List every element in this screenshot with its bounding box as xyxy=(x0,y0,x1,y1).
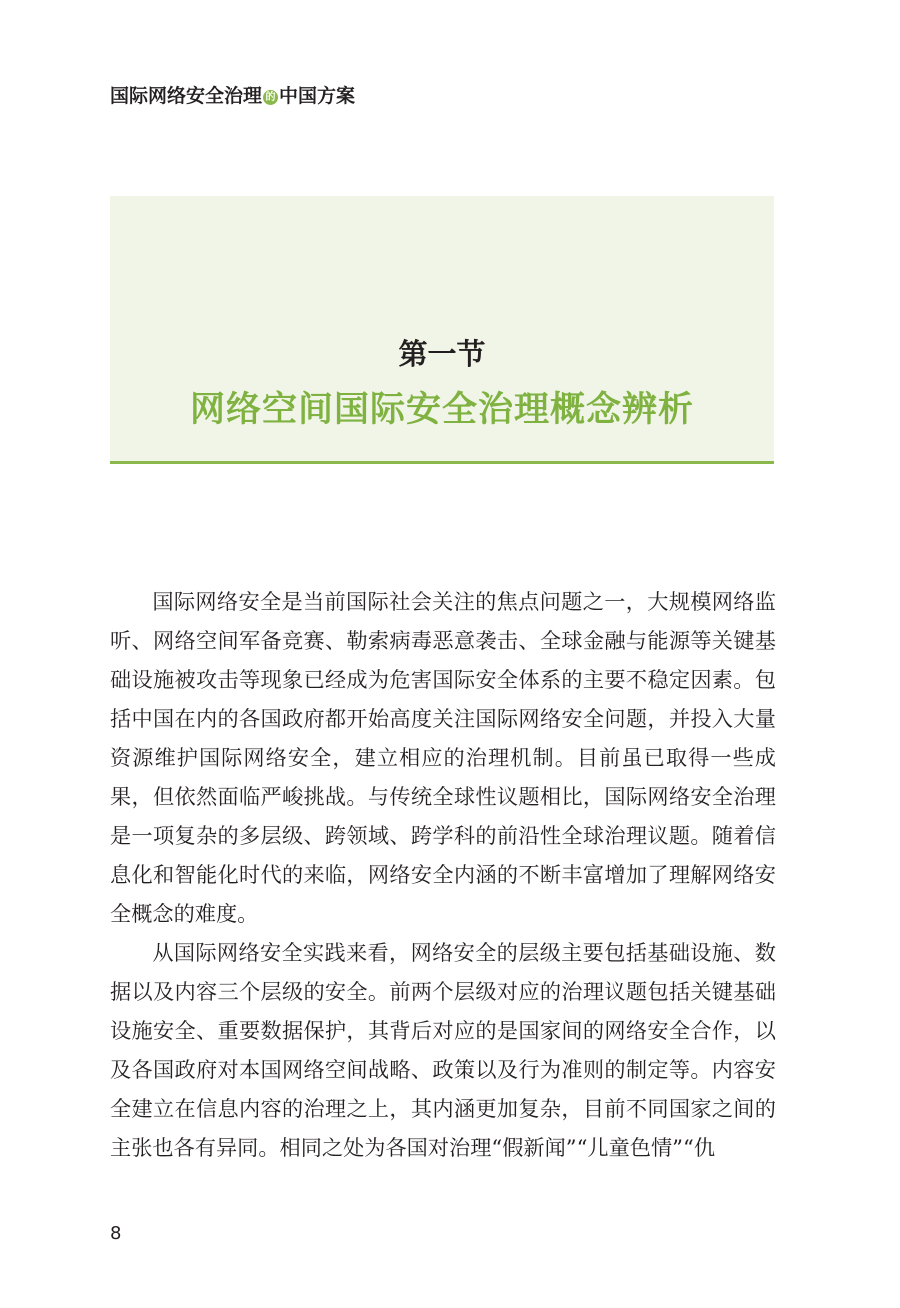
body-paragraph: 从国际网络安全实践来看，网络安全的层级主要包括基础设施、数据以及内容三个层级的安全。前两个层级对应的治理议题包括关键基础设施安全、重要数据保护，其背后对应的是国家间的网络安全合作，以及各国政府对本国网络空间战略、政策以及行为准则的制定等。内容安全建立在信息内容的治理之上，其内涵更加复杂，目前不同国家之间的主张也各有异同。相同之处为各国对治理“假新闻”“儿童色情”“仇 xyxy=(110,940,776,1160)
section-heading-box xyxy=(110,196,774,464)
running-head-title-part2: 中国方案 xyxy=(279,85,356,107)
body-text xyxy=(110,582,776,1167)
running-head-title-part1: 国际网络安全治理 xyxy=(110,85,263,107)
body-paragraph: 国际网络安全是当前国际社会关注的焦点问题之一，大规模网络监听、网络空间军备竞赛、勒索病毒恶意袭击、全球金融与能源等关键基础设施被攻击等现象已经成为危害国际安全体系的主要不稳定因素。包括中国在内的各国政府都开始高度关注国际网络安全问题，并投入大量资源维护国际网络安全，建立相应的治理机制。目前虽已取得一些成果，但依然面临严峻挑战。与传统全球性议题相比，国际网络安全治理是一项复杂的多层级、跨领域、跨学科的前沿性全球治理议题。随着信息化和智能化时代的来临，网络安全内涵的不断丰富增加了理解网络安全概念的难度。 xyxy=(110,589,776,926)
section-number: 第一节 xyxy=(398,337,486,371)
running-head xyxy=(110,84,355,108)
section-title: 网络空间国际安全治理概念辨析 xyxy=(189,389,694,430)
running-head-badge: 的 xyxy=(263,90,278,105)
page-number: 8 xyxy=(110,1223,122,1244)
